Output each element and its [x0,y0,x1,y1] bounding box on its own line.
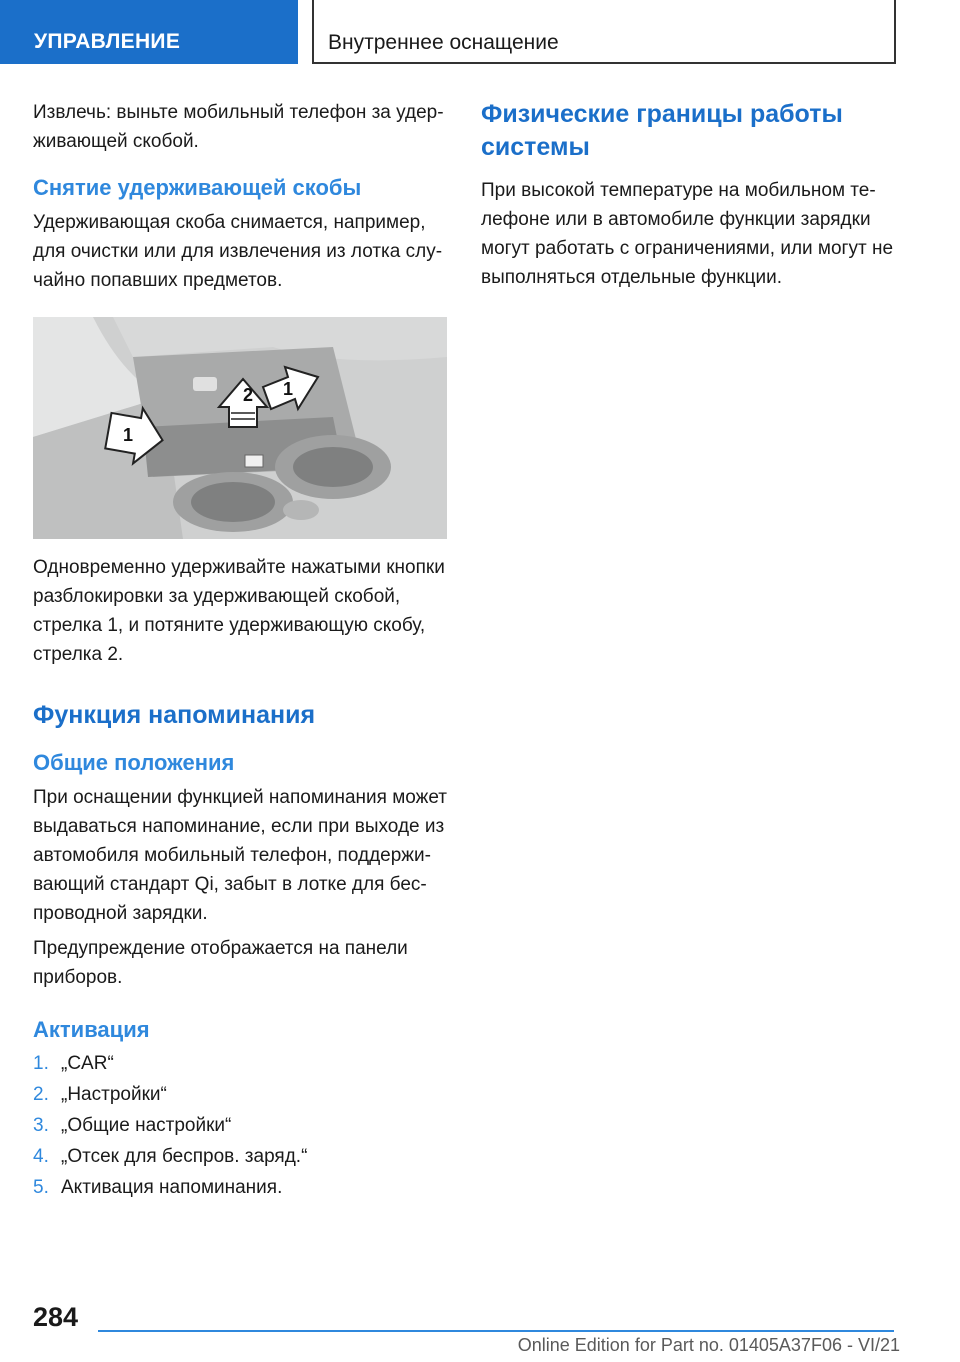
console-drawing [33,317,447,539]
step-text: „CAR“ [61,1053,114,1074]
section-tab: УПРАВЛЕНИЕ [0,0,298,64]
limits-heading: Физические границы работы системы [481,100,843,161]
cup-holder-right-inner [293,447,373,487]
step-number: 1. [33,1053,49,1074]
list-item [33,1172,447,1203]
general-heading: Общие положения [33,750,235,775]
step-text: „Общие настройки“ [61,1115,232,1136]
limits-paragraph: При высокой температуре на мобильном те-лефоне или в автомобиле функции зарядки могут работать с ограничениями, или могут не выполняться отдельные функции. [481,180,894,288]
left-column [33,98,447,1203]
list-item [33,1079,447,1110]
step-text: Активация напоминания. [61,1177,283,1198]
label-arrow-1-left: 1 [123,425,134,445]
reminder-heading: Функция напоминания [33,701,316,729]
general-paragraph: При оснащении функцией напоминания может выдаваться напоминание, если при выходе из автомобиля мобильный телефон, поддержи-вающий стандарт Qi, забыт в лотке для бес-проводной зарядки. [33,787,447,924]
label-arrow-2: 2 [243,385,254,405]
footer-edition: Online Edition for Part no. 01405A37F06 - VI/21 [517,1335,900,1355]
intro-paragraph: Извлечь: выньте мобильный телефон за удер-живающей скобой. [33,102,444,152]
list-item [33,1141,447,1172]
list-item [33,1048,447,1079]
footer-divider [98,1330,894,1332]
label-arrow-1-right: 1 [283,379,294,399]
knob [283,500,319,520]
step-number: 5. [33,1177,49,1198]
step-number: 4. [33,1146,49,1167]
step-text: „Настройки“ [61,1084,167,1105]
tray-button [193,377,217,391]
right-column [481,98,901,292]
usb-port [245,455,263,467]
step-number: 3. [33,1115,49,1136]
step-text: „Отсек для беспров. заряд.“ [61,1146,308,1167]
cup-holder-left-inner [191,482,275,522]
clip-illustration [33,317,447,539]
remove-clip-heading: Снятие удерживающей скобы [33,175,362,200]
chapter-title: Внутреннее оснащение [312,0,896,64]
page-number: 284 [33,1302,79,1332]
activation-steps [33,1048,447,1203]
activation-heading: Активация [33,1017,150,1042]
warning-paragraph: Предупреждение отображается на панели приборов. [33,938,408,988]
figure-caption: Одновременно удерживайте нажатыми кнопки разблокировки за удерживающей скобой, стрелка 1, и потяните удерживающую скобу, стрелка 2. [33,557,445,665]
remove-clip-paragraph: Удерживающая скоба снимается, например, для очистки или для извлечения из лотка слу-чайно попавших предметов. [33,212,443,291]
step-number: 2. [33,1084,49,1105]
list-item [33,1110,447,1141]
